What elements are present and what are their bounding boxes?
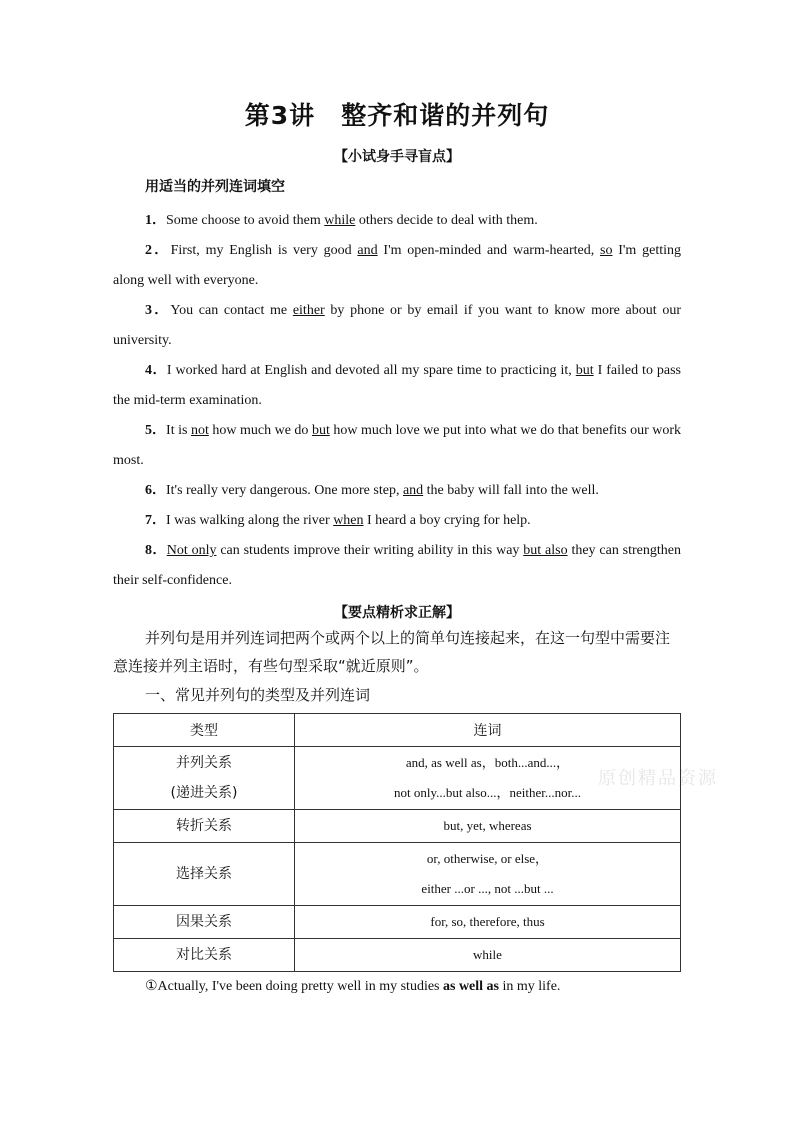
conjunction-line: but, yet, whereas	[443, 818, 532, 833]
question-text: they can strengthen their self-confidence.	[113, 543, 682, 588]
question-text: Some choose to avoid them	[166, 213, 325, 228]
table-row	[114, 939, 681, 972]
question-number: 4．	[145, 363, 167, 378]
conjunction-cell	[295, 810, 681, 843]
conjunction-cell	[295, 906, 681, 939]
answer-blank: but	[575, 363, 594, 378]
answer-blank: when	[333, 513, 364, 528]
conjunction-line: for, so, therefore, thus	[430, 914, 545, 929]
question-item	[113, 296, 681, 356]
relation-type: 对比关系	[176, 947, 232, 963]
answer-blank: and	[357, 243, 378, 258]
conjunction-line: not only...but also...，neither...nor...	[394, 785, 581, 800]
question-text: others decide to deal with them.	[355, 213, 538, 228]
question-text: I worked hard at English and devoted all my spare time to practicing it,	[166, 363, 576, 378]
conjunction-cell	[295, 747, 681, 810]
table-header-row	[114, 714, 681, 747]
question-number: 6．	[145, 483, 166, 498]
conjunction-cell	[295, 939, 681, 972]
question-text: I heard a boy crying for help.	[363, 513, 531, 528]
question-text: by phone or by email if you want to know more about our university.	[113, 303, 681, 348]
question-item	[113, 536, 681, 596]
question-text: It is	[166, 423, 191, 438]
answer-blank: but also	[523, 543, 568, 558]
section1-heading: 【小试身手寻盲点】	[334, 149, 460, 165]
question-number: 3．	[145, 303, 171, 318]
question-number: 1．	[145, 213, 166, 228]
question-number: 2．	[145, 243, 171, 258]
conjunction-line: or, otherwise, or else，	[426, 851, 549, 866]
answer-blank: Not only	[166, 543, 217, 558]
question-text: how much love we put into what we do that benefits our work most.	[113, 423, 682, 468]
question-text: can students improve their writing ability in this way	[216, 543, 524, 558]
conjunction-table	[113, 713, 681, 972]
question-text: how much we do	[208, 423, 312, 438]
table-row	[114, 843, 681, 906]
question-item	[113, 356, 681, 416]
page-title	[113, 96, 681, 132]
question-item	[113, 236, 681, 296]
conjunction-line: and, as well as，both...and...，	[405, 755, 570, 770]
question-number: 5．	[145, 423, 167, 438]
answer-blank: so	[600, 243, 613, 258]
header-conjunction: 连词	[295, 714, 681, 747]
question-item	[113, 506, 681, 536]
subsection-title: 一、常见并列句的类型及并列连词	[145, 686, 371, 704]
question-text: You can contact me	[170, 303, 293, 318]
answer-blank: while	[324, 213, 356, 228]
question-text: First, my English is very good	[170, 243, 358, 258]
conjunction-line: either ...or ..., not ...but ...	[421, 881, 554, 896]
relation-type-cell	[114, 906, 295, 939]
question-text: I failed to pass the mid-term examination.	[113, 363, 682, 408]
question-item	[113, 416, 681, 476]
title-topic: 整齐和谐的并列句	[341, 101, 550, 130]
relation-type: 因果关系	[176, 914, 232, 930]
answer-blank: but	[311, 423, 330, 438]
conjunction-cell	[295, 843, 681, 906]
header-type: 类型	[114, 714, 295, 747]
relation-type-cell	[114, 747, 295, 810]
section2-heading: 【要点精析求正解】	[334, 605, 460, 621]
conjunction-line: while	[473, 947, 502, 962]
answer-blank: not	[190, 423, 209, 438]
answer-blank: either	[292, 303, 325, 318]
answer-blank: and	[402, 483, 424, 498]
question-number: 7．	[145, 513, 166, 528]
relation-type: 选择关系	[176, 866, 232, 882]
exercise-instruction: 用适当的并列连词填空	[145, 179, 285, 195]
intro-paragraph: 并列句是用并列连词把两个或两个以上的简单句连接起来，在这一句型中需要注意连接并列主语时，有些句型采取“就近原则”。	[113, 629, 671, 675]
question-item	[113, 206, 681, 236]
table-row	[114, 747, 681, 810]
table-row	[114, 810, 681, 843]
relation-type: (递进关系)	[170, 785, 238, 801]
relation-type: 转折关系	[176, 818, 232, 834]
title-lecture-number: 第3讲	[244, 101, 316, 130]
table-row	[114, 906, 681, 939]
example-sentence	[145, 978, 681, 995]
question-item	[113, 476, 681, 506]
watermark: 原创精品资源	[598, 768, 718, 789]
question-text: It's really very dangerous. One more step,	[166, 483, 403, 498]
relation-type: 并列关系	[176, 755, 232, 771]
relation-type-cell	[114, 843, 295, 906]
relation-type-cell	[114, 810, 295, 843]
relation-type-cell	[114, 939, 295, 972]
table-body	[114, 747, 681, 972]
example-suffix: in my life.	[499, 979, 561, 994]
question-number: 8．	[145, 543, 167, 558]
document-page	[113, 96, 681, 995]
question-text: I'm getting along well with everyone.	[113, 243, 681, 288]
question-text: I was walking along the river	[166, 513, 334, 528]
example-prefix: ①Actually, I've been doing pretty well in my studies	[145, 979, 443, 994]
question-text: the baby will fall into the well.	[423, 483, 599, 498]
question-text: I'm open-minded and warm-hearted,	[377, 243, 600, 258]
example-bold: as well as	[443, 979, 499, 994]
question-list	[113, 206, 681, 596]
